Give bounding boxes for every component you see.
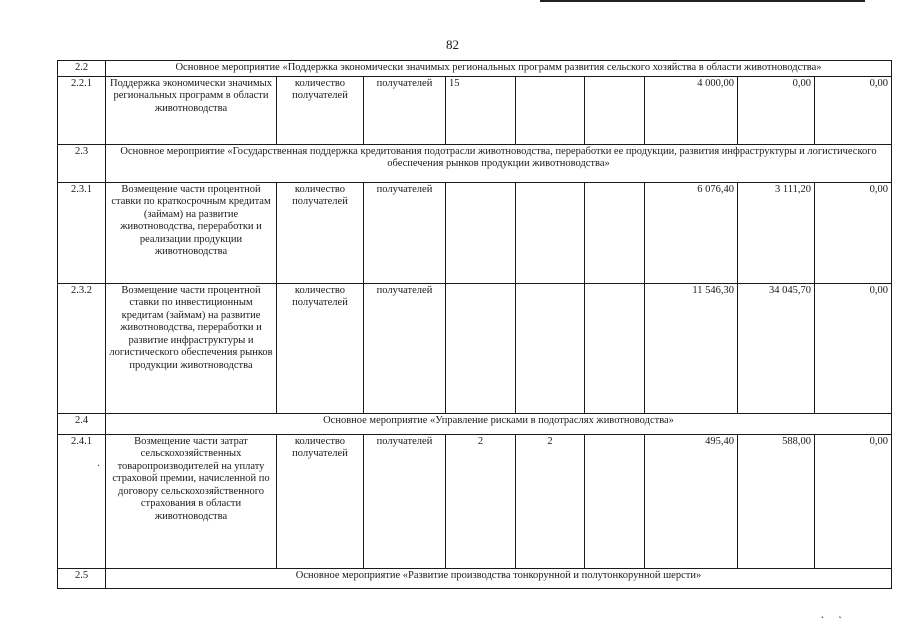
unit-cell: получателей bbox=[364, 182, 446, 283]
unit-cell: получателей bbox=[364, 283, 446, 413]
section-row bbox=[58, 568, 892, 588]
section-row bbox=[58, 61, 892, 77]
value-cell-3 bbox=[585, 76, 645, 144]
measure-name: Поддержка экономически значимых региональных программ в области животноводства bbox=[106, 76, 277, 144]
unit-cell: получателей bbox=[364, 434, 446, 568]
table-row bbox=[58, 434, 892, 568]
section-row bbox=[58, 144, 892, 182]
value-cell-1: 2 bbox=[446, 434, 516, 568]
scan-speck: · bbox=[97, 461, 101, 472]
row-number: 2.2 bbox=[58, 61, 106, 77]
program-table bbox=[57, 60, 892, 589]
scan-speck: ˛ ˛ bbox=[820, 608, 843, 619]
row-number: 2.3 bbox=[58, 144, 106, 182]
value-cell-4: 11 546,30 bbox=[645, 283, 738, 413]
section-title: Основное мероприятие «Поддержка экономически значимых региональных программ развития сельского хозяйства в области животноводства» bbox=[106, 61, 892, 77]
measure-name: Возмещение части процентной ставки по инвестиционным кредитам (займам) на развитие животноводства, переработки и развитие инфраструктуры и логистического обеспечения рынков продукции животноводства bbox=[106, 283, 277, 413]
table-row bbox=[58, 182, 892, 283]
row-number: 2.2.1 bbox=[58, 76, 106, 144]
row-number: 2.4.1 bbox=[58, 434, 106, 568]
section-row bbox=[58, 413, 892, 434]
measure-name: Возмещение части затрат сельскохозяйственных товаропроизводителей на уплату страховой премии, начисленной по договору сельскохозяйственного страхования в области животноводства bbox=[106, 434, 277, 568]
value-cell-1 bbox=[446, 283, 516, 413]
indicator-cell: количество получателей bbox=[277, 283, 364, 413]
indicator-cell: количество получателей bbox=[277, 434, 364, 568]
value-cell-1: 15 bbox=[446, 76, 516, 144]
value-cell-6: 0,00 bbox=[815, 182, 892, 283]
value-cell-2 bbox=[516, 283, 585, 413]
value-cell-2 bbox=[516, 182, 585, 283]
value-cell-5: 588,00 bbox=[738, 434, 815, 568]
page-number: 82 bbox=[446, 37, 459, 52]
value-cell-5: 3 111,20 bbox=[738, 182, 815, 283]
unit-cell: получателей bbox=[364, 76, 446, 144]
section-title: Основное мероприятие «Государственная поддержка кредитования подотрасли животноводства, переработки ее продукции, развития инфраструктуры и логистического обеспечения рынков продукции животноводства» bbox=[106, 144, 892, 182]
value-cell-6: 0,00 bbox=[815, 76, 892, 144]
value-cell-6: 0,00 bbox=[815, 434, 892, 568]
row-number: 2.3.1 bbox=[58, 182, 106, 283]
row-number: 2.5 bbox=[58, 568, 106, 588]
value-cell-4: 6 076,40 bbox=[645, 182, 738, 283]
table-row bbox=[58, 283, 892, 413]
section-title: Основное мероприятие «Управление рисками в подотраслях животноводства» bbox=[106, 413, 892, 434]
section-title: Основное мероприятие «Развитие производства тонкорунной и полутонкорунной шерсти» bbox=[106, 568, 892, 588]
value-cell-4: 495,40 bbox=[645, 434, 738, 568]
row-number: 2.3.2 bbox=[58, 283, 106, 413]
value-cell-3 bbox=[585, 182, 645, 283]
value-cell-2 bbox=[516, 76, 585, 144]
top-rule-line bbox=[540, 0, 865, 4]
measure-name: Возмещение части процентной ставки по краткосрочным кредитам (займам) на развитие животноводства, переработки и реализации продукции животноводства bbox=[106, 182, 277, 283]
value-cell-5: 0,00 bbox=[738, 76, 815, 144]
value-cell-5: 34 045,70 bbox=[738, 283, 815, 413]
indicator-cell: количество получателей bbox=[277, 182, 364, 283]
value-cell-3 bbox=[585, 283, 645, 413]
indicator-cell: количество получателей bbox=[277, 76, 364, 144]
value-cell-4: 4 000,00 bbox=[645, 76, 738, 144]
value-cell-3 bbox=[585, 434, 645, 568]
value-cell-1 bbox=[446, 182, 516, 283]
value-cell-2: 2 bbox=[516, 434, 585, 568]
row-number: 2.4 bbox=[58, 413, 106, 434]
table-row bbox=[58, 76, 892, 144]
value-cell-6: 0,00 bbox=[815, 283, 892, 413]
